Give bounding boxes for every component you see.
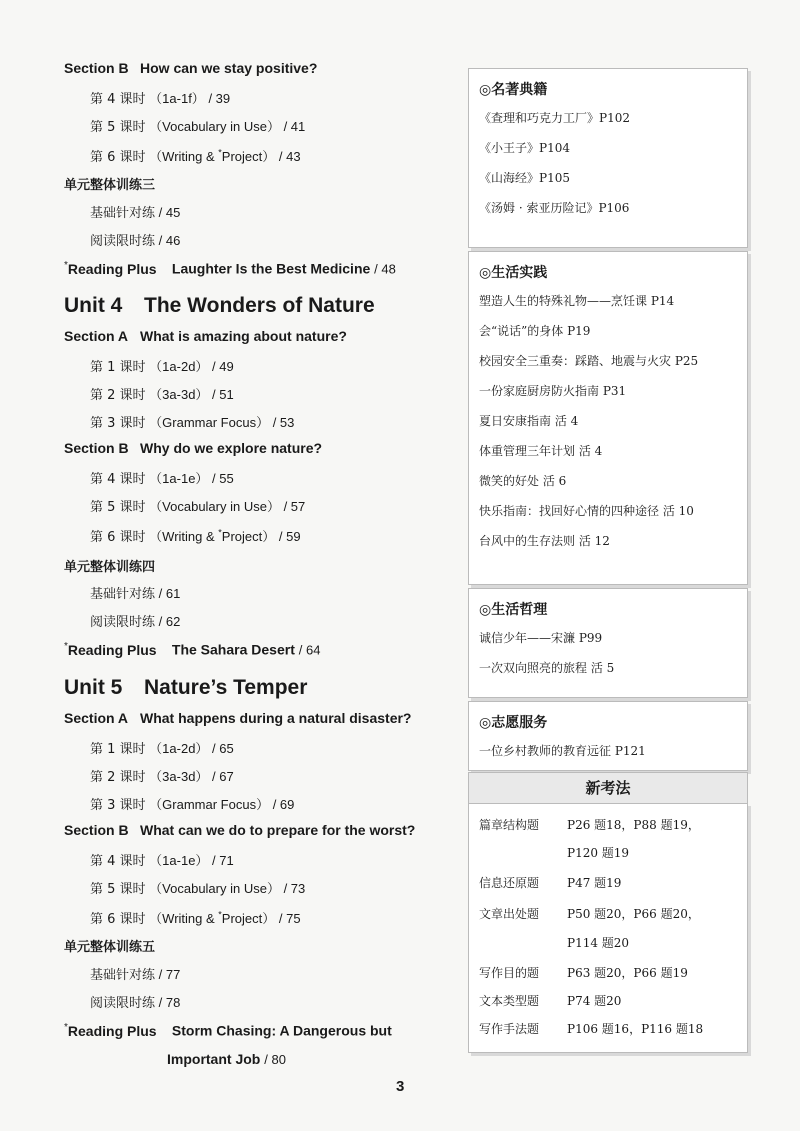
training-item[interactable] xyxy=(90,230,180,249)
optional-star: * xyxy=(218,527,222,538)
classics-item[interactable]: 《山海经》P105 xyxy=(479,171,570,185)
training-item[interactable] xyxy=(90,992,180,1011)
reading-plus-title: Storm Chasing: A Dangerous but xyxy=(171,1022,392,1039)
page-ref: / 45 xyxy=(158,205,181,220)
lesson-entry[interactable] xyxy=(90,850,234,869)
optional-star: * xyxy=(64,260,68,271)
box-title: ◎生活实践 xyxy=(479,265,548,281)
unit-title: The Wonders of Nature xyxy=(144,294,375,317)
page-ref: / 49 xyxy=(212,359,234,374)
lesson-range: （Grammar Focus） xyxy=(149,415,270,430)
lesson-number: 第 3 课时 xyxy=(90,798,146,813)
test-ref[interactable]: P26 题18，P88 题19， xyxy=(567,818,700,832)
lesson-number: 第 1 课时 xyxy=(90,360,146,375)
page-number: 3 xyxy=(396,1078,405,1095)
page-ref: / 77 xyxy=(158,967,181,982)
life-philosophy-box xyxy=(468,588,748,698)
lesson-number: 第 4 课时 xyxy=(90,92,146,107)
test-type: 信息还原题 xyxy=(479,876,540,890)
lesson-number: 第 2 课时 xyxy=(90,388,146,403)
unit-title: Nature’s Temper xyxy=(144,676,308,699)
page-ref: / 61 xyxy=(158,586,181,601)
test-ref[interactable]: P74 题20 xyxy=(567,994,622,1008)
optional-star: * xyxy=(64,1022,68,1033)
section-title: Why do we explore nature? xyxy=(140,440,323,456)
page-ref: / 43 xyxy=(278,149,301,164)
unit-training-title: 单元整体训练五 xyxy=(64,940,156,955)
lesson-entry[interactable] xyxy=(90,766,234,785)
reading-plus-label: Reading Plus xyxy=(67,260,157,277)
lesson-range-tail: Project） xyxy=(221,529,276,544)
lesson-entry[interactable] xyxy=(90,88,230,107)
box-title: ◎志愿服务 xyxy=(479,715,548,731)
section-b-heading[interactable] xyxy=(64,822,415,838)
lesson-entry[interactable] xyxy=(90,794,294,813)
section-label: Section B xyxy=(64,440,129,456)
section-label: Section A xyxy=(64,710,129,726)
lesson-number: 第 4 课时 xyxy=(90,472,146,487)
lesson-range: （1a-1e） xyxy=(149,471,209,486)
lesson-range: （Writing & xyxy=(149,149,219,164)
section-title: What can we do to prepare for the worst? xyxy=(140,822,416,838)
page-ref: / 75 xyxy=(278,911,301,926)
section-title: What happens during a natural disaster? xyxy=(140,710,412,726)
page-ref: / 80 xyxy=(264,1052,286,1067)
test-ref-cont[interactable]: P114 题20 xyxy=(567,936,630,950)
reading-plus-label: Reading Plus xyxy=(67,1022,157,1039)
practice-item[interactable]: 夏日安康指南 活 4 xyxy=(479,414,579,428)
section-b-heading[interactable] xyxy=(64,60,317,76)
optional-star: * xyxy=(64,641,68,652)
philosophy-item[interactable]: 诚信少年——宋濂 P99 xyxy=(479,631,603,645)
training-label: 阅读限时练 xyxy=(90,234,156,249)
volunteer-item[interactable]: 一位乡村教师的教育远征 P121 xyxy=(479,744,646,758)
lesson-range: （Writing & xyxy=(149,529,219,544)
lesson-number: 第 6 课时 xyxy=(90,150,146,165)
lesson-range: （1a-2d） xyxy=(149,741,209,756)
page-ref: / 71 xyxy=(212,853,234,868)
classics-item[interactable]: 《小王子》P104 xyxy=(479,141,570,155)
lesson-number: 第 5 课时 xyxy=(90,500,146,515)
training-label: 基础针对练 xyxy=(90,587,156,602)
lesson-number: 第 6 课时 xyxy=(90,530,146,545)
test-ref[interactable]: P50 题20，P66 题20， xyxy=(567,907,700,921)
lesson-entry[interactable] xyxy=(90,878,305,897)
page-ref: / 39 xyxy=(208,91,231,106)
lesson-range: （3a-3d） xyxy=(149,387,209,402)
test-type: 写作手法题 xyxy=(479,1022,540,1036)
classics-item[interactable]: 《查理和巧克力工厂》P102 xyxy=(479,111,630,125)
lesson-number: 第 6 课时 xyxy=(90,912,146,927)
section-label: Section B xyxy=(64,822,129,838)
lesson-entry[interactable] xyxy=(90,412,294,431)
life-practice-box xyxy=(468,251,748,585)
page-ref: / 57 xyxy=(283,499,306,514)
test-ref-cont[interactable]: P120 题19 xyxy=(567,846,630,860)
test-ref[interactable]: P106 题16，P116 题18 xyxy=(567,1022,704,1036)
lesson-entry[interactable] xyxy=(90,146,301,165)
lesson-entry[interactable] xyxy=(90,526,301,545)
new-test-table xyxy=(468,803,748,1053)
training-item[interactable] xyxy=(90,611,180,630)
lesson-entry[interactable] xyxy=(90,496,305,515)
test-type: 文本类型题 xyxy=(479,994,540,1008)
practice-item[interactable]: 会“说话”的身体 P19 xyxy=(479,324,591,338)
unit-label: Unit 4 xyxy=(64,294,123,317)
practice-item[interactable]: 一份家庭厨房防火指南 P31 xyxy=(479,384,627,398)
training-item[interactable] xyxy=(90,964,180,983)
lesson-number: 第 5 课时 xyxy=(90,120,146,135)
lesson-range: （1a-1e） xyxy=(149,853,209,868)
reading-plus-entry-cont[interactable] xyxy=(167,1051,286,1067)
lesson-range: （1a-1f） xyxy=(149,91,205,106)
practice-item[interactable]: 快乐指南：找回好心情的四种途径 活 10 xyxy=(479,504,694,518)
test-ref[interactable]: P63 题20，P66 题19 xyxy=(567,966,688,980)
page-ref: / 69 xyxy=(272,797,295,812)
classics-box xyxy=(468,68,748,248)
lesson-range: （Grammar Focus） xyxy=(149,797,270,812)
lesson-range: （Vocabulary in Use） xyxy=(149,499,280,514)
page-ref: / 41 xyxy=(283,119,306,134)
new-test-title: 新考法 xyxy=(468,772,748,804)
unit-label: Unit 5 xyxy=(64,676,123,699)
lesson-entry[interactable] xyxy=(90,908,301,927)
lesson-entry[interactable] xyxy=(90,356,234,375)
lesson-range: （Writing & xyxy=(149,911,219,926)
training-label: 阅读限时练 xyxy=(90,996,156,1011)
page-ref: / 65 xyxy=(212,741,234,756)
lesson-entry[interactable] xyxy=(90,384,234,403)
practice-item[interactable]: 塑造人生的特殊礼物——烹饪课 P14 xyxy=(479,294,675,308)
lesson-entry[interactable] xyxy=(90,116,305,135)
lesson-range: （Vocabulary in Use） xyxy=(149,881,280,896)
lesson-number: 第 4 课时 xyxy=(90,854,146,869)
lesson-range: （3a-3d） xyxy=(149,769,209,784)
lesson-range: （Vocabulary in Use） xyxy=(149,119,280,134)
practice-item[interactable]: 台风中的生存法则 活 12 xyxy=(479,534,610,548)
page-ref: / 62 xyxy=(158,614,181,629)
test-type: 篇章结构题 xyxy=(479,818,540,832)
practice-item[interactable]: 体重管理三年计划 活 4 xyxy=(479,444,603,458)
reading-plus-entry[interactable] xyxy=(64,260,396,277)
lesson-range-tail: Project） xyxy=(221,149,276,164)
page-ref: / 55 xyxy=(212,471,234,486)
reading-plus-entry[interactable] xyxy=(64,641,320,658)
volunteer-box xyxy=(468,701,748,771)
page-ref: / 78 xyxy=(158,995,181,1010)
unit-heading[interactable] xyxy=(64,676,307,700)
lesson-number: 第 3 课时 xyxy=(90,416,146,431)
classics-item[interactable]: 《汤姆 · 索亚历险记》P106 xyxy=(479,201,630,215)
unit-heading[interactable] xyxy=(64,294,375,318)
unit-training-title: 单元整体训练三 xyxy=(64,178,156,193)
section-title: What is amazing about nature? xyxy=(140,328,347,344)
test-type: 文章出处题 xyxy=(479,907,540,921)
page-ref: / 73 xyxy=(283,881,306,896)
section-a-heading[interactable] xyxy=(64,710,411,726)
optional-star: * xyxy=(218,147,222,158)
reading-plus-entry[interactable] xyxy=(64,1022,392,1039)
lesson-entry[interactable] xyxy=(90,738,234,757)
lesson-range-tail: Project） xyxy=(221,911,276,926)
training-item[interactable] xyxy=(90,583,180,602)
lesson-entry[interactable] xyxy=(90,468,234,487)
page-ref: / 46 xyxy=(158,233,181,248)
reading-plus-label: Reading Plus xyxy=(67,641,157,658)
page-ref: / 48 xyxy=(374,261,396,277)
reading-plus-title: Laughter Is the Best Medicine xyxy=(171,260,371,277)
practice-item[interactable]: 校园安全三重奏：踩踏、地震与火灾 P25 xyxy=(479,354,699,368)
page-ref: / 67 xyxy=(212,769,234,784)
optional-star: * xyxy=(218,909,222,920)
training-label: 阅读限时练 xyxy=(90,615,156,630)
page-ref: / 51 xyxy=(212,387,234,402)
training-label: 基础针对练 xyxy=(90,206,156,221)
reading-plus-title: The Sahara Desert xyxy=(171,641,295,658)
page-ref: / 59 xyxy=(278,529,301,544)
section-b-heading[interactable] xyxy=(64,440,322,456)
page-ref: / 64 xyxy=(298,642,321,658)
page-ref: / 53 xyxy=(272,415,295,430)
section-label: Section B xyxy=(64,60,129,76)
box-title: ◎生活哲理 xyxy=(479,602,548,618)
philosophy-item[interactable]: 一次双向照亮的旅程 活 5 xyxy=(479,661,615,675)
lesson-number: 第 2 课时 xyxy=(90,770,146,785)
section-title: How can we stay positive? xyxy=(140,60,318,76)
unit-training-title: 单元整体训练四 xyxy=(64,560,156,575)
lesson-number: 第 1 课时 xyxy=(90,742,146,757)
lesson-range: （1a-2d） xyxy=(149,359,209,374)
practice-item[interactable]: 微笑的好处 活 6 xyxy=(479,474,567,488)
lesson-number: 第 5 课时 xyxy=(90,882,146,897)
training-label: 基础针对练 xyxy=(90,968,156,983)
training-item[interactable] xyxy=(90,202,180,221)
test-ref[interactable]: P47 题19 xyxy=(567,876,622,890)
reading-plus-title-cont: Important Job xyxy=(167,1051,261,1067)
section-a-heading[interactable] xyxy=(64,328,347,344)
test-type: 写作目的题 xyxy=(479,966,540,980)
box-title: ◎名著典籍 xyxy=(479,82,548,98)
section-label: Section A xyxy=(64,328,129,344)
